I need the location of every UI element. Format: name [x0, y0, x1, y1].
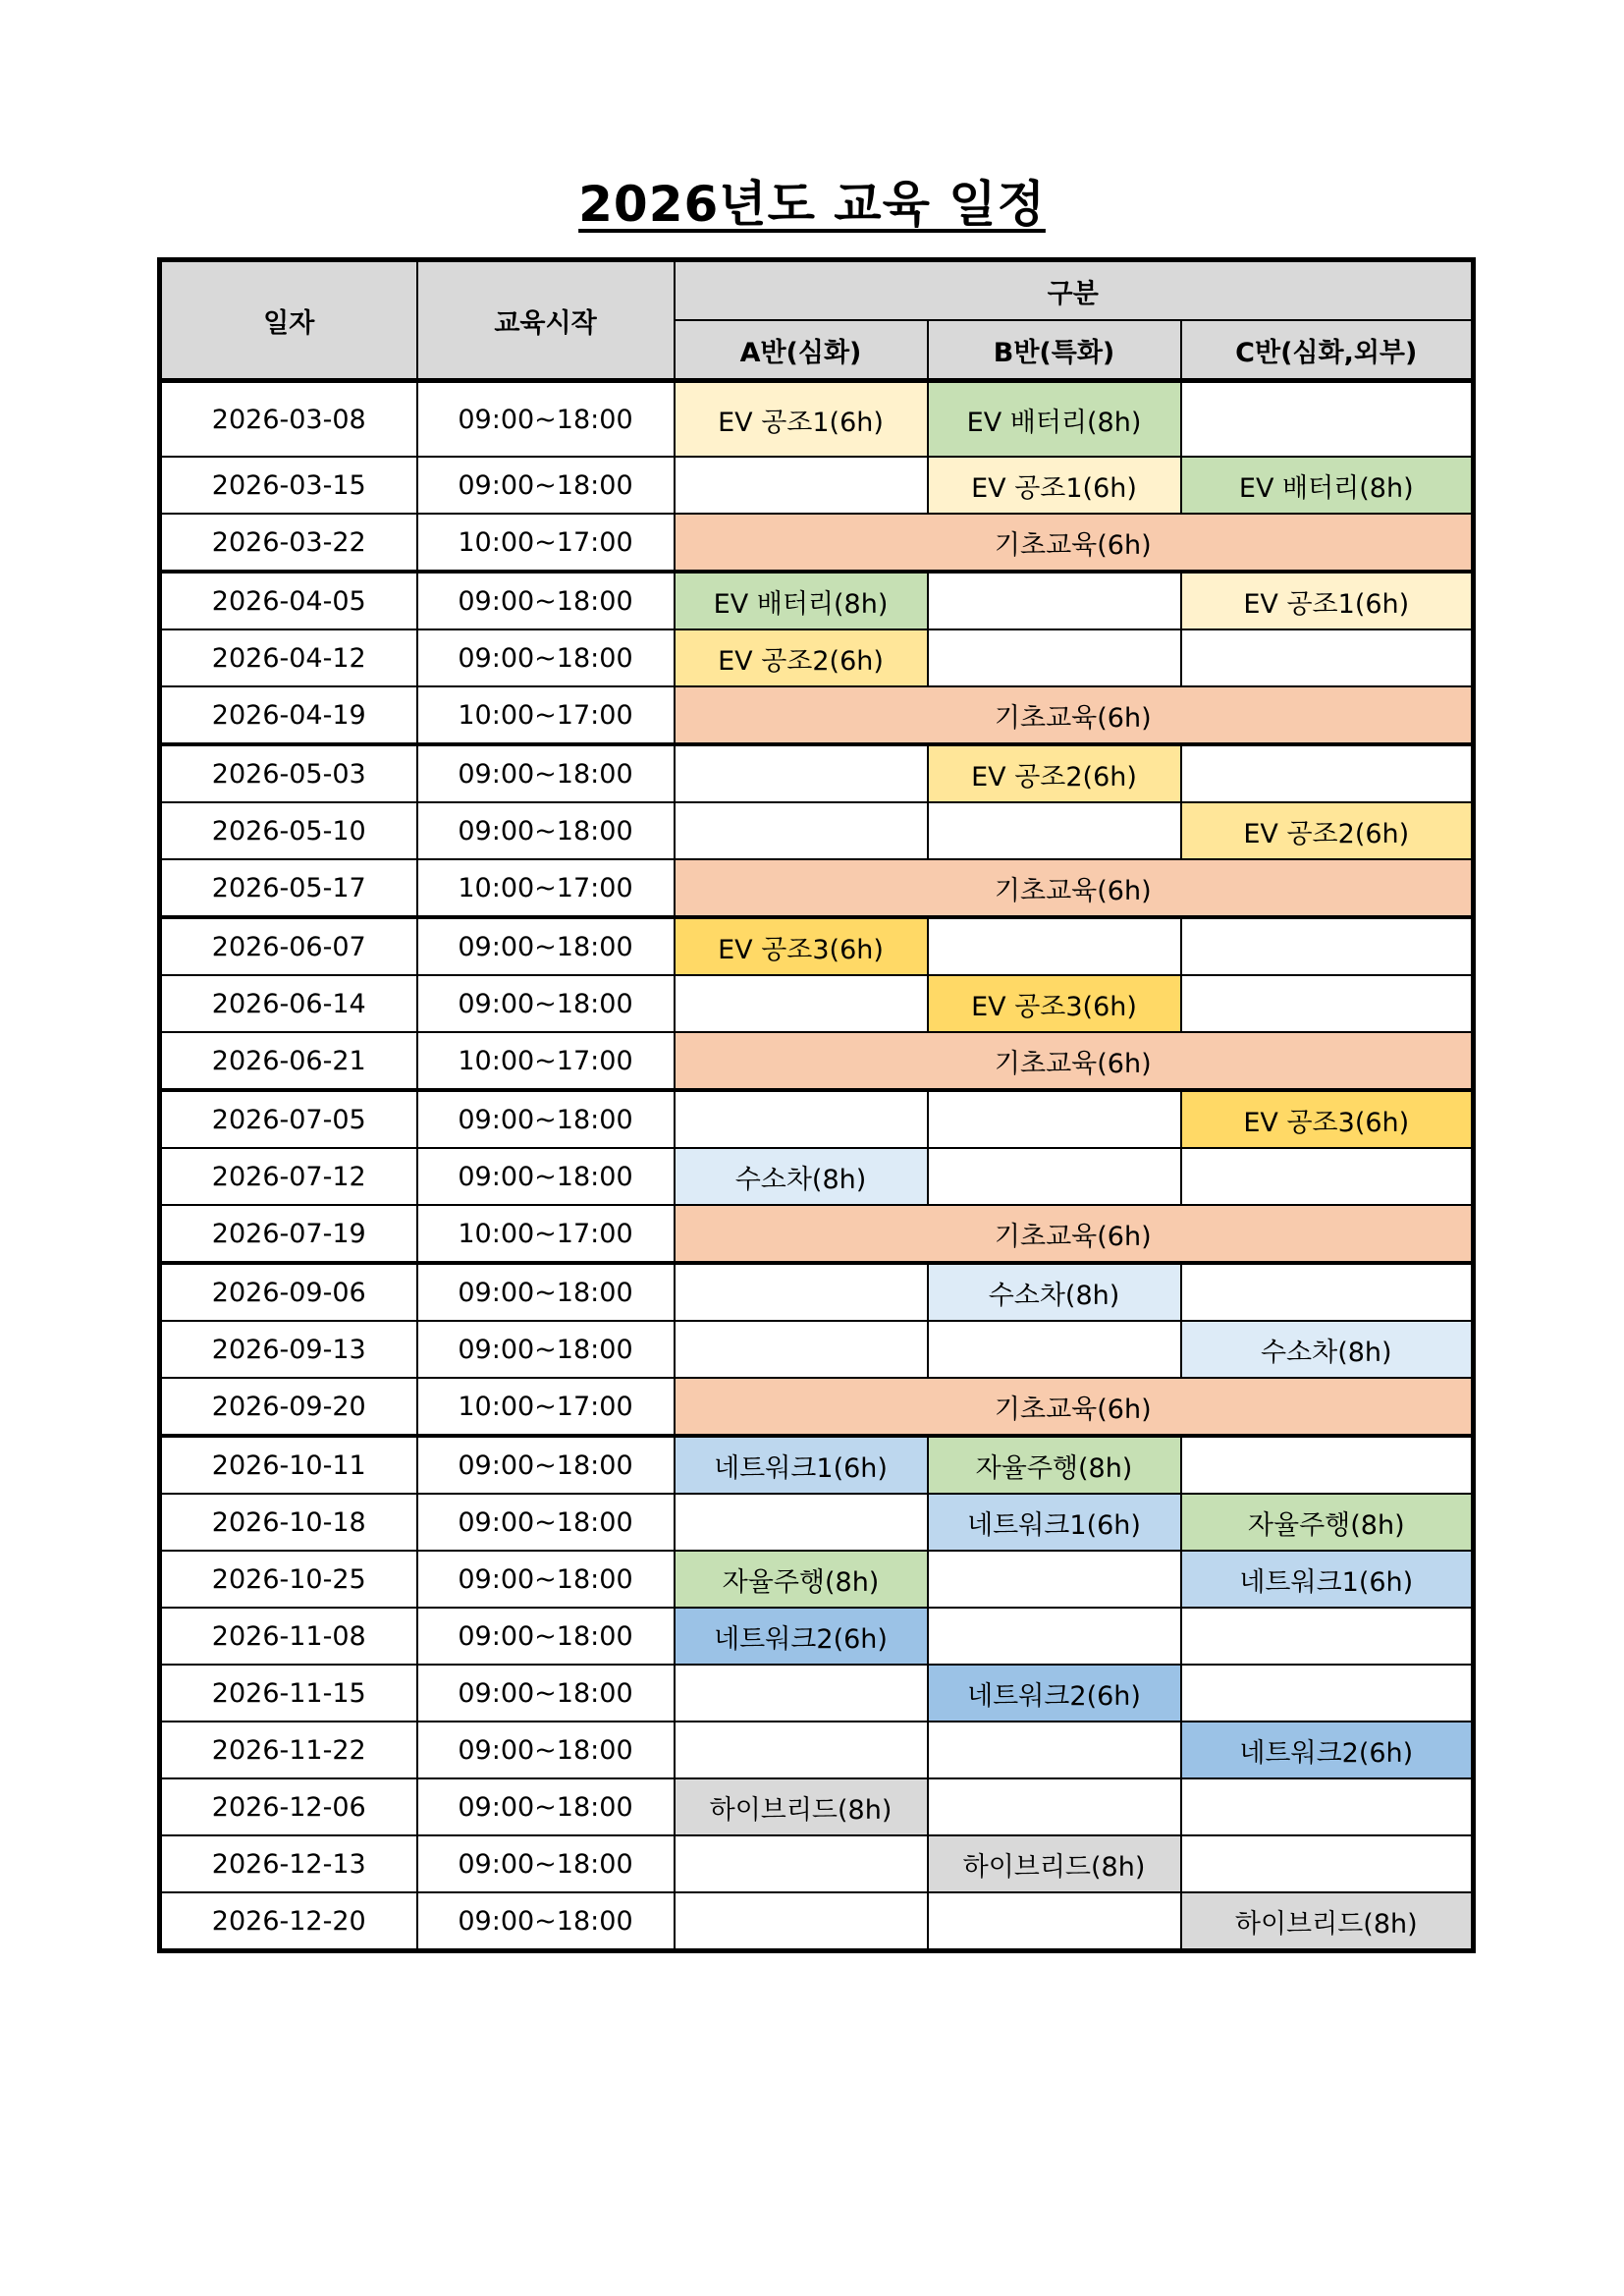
table-row: [160, 1892, 1474, 1951]
class-b-cell: 네트워크1(6h): [928, 1494, 1181, 1551]
class-a-cell: [675, 1263, 928, 1321]
class-a-cell: [675, 1494, 928, 1551]
class-c-cell: [1181, 1835, 1474, 1892]
class-c-cell: 수소차(8h): [1181, 1321, 1474, 1378]
class-b-cell: [928, 1321, 1181, 1378]
table-row: [160, 1436, 1474, 1494]
time-cell: 09:00~18:00: [417, 1436, 675, 1494]
date-cell: 2026-05-17: [160, 859, 417, 917]
date-cell: 2026-10-18: [160, 1494, 417, 1551]
date-cell: 2026-09-13: [160, 1321, 417, 1378]
basic-training-cell: 기초교육(6h): [675, 1205, 1474, 1263]
class-a-cell: 자율주행(8h): [675, 1551, 928, 1608]
class-b-cell: EV 배터리(8h): [928, 381, 1181, 458]
time-cell: 09:00~18:00: [417, 1835, 675, 1892]
table-row: [160, 457, 1474, 514]
table-row: [160, 1205, 1474, 1263]
class-a-cell: [675, 1665, 928, 1722]
date-cell: 2026-04-12: [160, 629, 417, 686]
class-c-cell: [1181, 975, 1474, 1032]
class-a-cell: 네트워크1(6h): [675, 1436, 928, 1494]
time-cell: 09:00~18:00: [417, 1148, 675, 1205]
basic-training-cell: 기초교육(6h): [675, 1032, 1474, 1090]
date-cell: 2026-09-06: [160, 1263, 417, 1321]
header-class-a: A반(심화): [675, 320, 928, 381]
class-c-cell: [1181, 1665, 1474, 1722]
class-c-cell: EV 공조3(6h): [1181, 1090, 1474, 1148]
time-cell: 09:00~18:00: [417, 381, 675, 458]
class-a-cell: 하이브리드(8h): [675, 1778, 928, 1835]
class-a-cell: EV 공조1(6h): [675, 381, 928, 458]
class-c-cell: [1181, 1436, 1474, 1494]
table-row: [160, 1378, 1474, 1436]
class-c-cell: [1181, 1263, 1474, 1321]
class-b-cell: 수소차(8h): [928, 1263, 1181, 1321]
date-cell: 2026-04-05: [160, 572, 417, 629]
date-cell: 2026-03-22: [160, 514, 417, 572]
time-cell: 09:00~18:00: [417, 629, 675, 686]
date-cell: 2026-03-15: [160, 457, 417, 514]
table-row: [160, 1665, 1474, 1722]
class-a-cell: [675, 1892, 928, 1951]
table-row: [160, 1321, 1474, 1378]
date-cell: 2026-07-19: [160, 1205, 417, 1263]
class-b-cell: [928, 629, 1181, 686]
date-cell: 2026-11-22: [160, 1722, 417, 1778]
time-cell: 09:00~18:00: [417, 1551, 675, 1608]
table-row: [160, 1608, 1474, 1665]
table-row: [160, 514, 1474, 572]
header-date: 일자: [160, 260, 417, 381]
class-b-cell: [928, 802, 1181, 859]
class-b-cell: [928, 1148, 1181, 1205]
class-a-cell: [675, 457, 928, 514]
class-c-cell: 하이브리드(8h): [1181, 1892, 1474, 1951]
class-b-cell: 자율주행(8h): [928, 1436, 1181, 1494]
date-cell: 2026-03-08: [160, 381, 417, 458]
table-row: [160, 1778, 1474, 1835]
time-cell: 10:00~17:00: [417, 1205, 675, 1263]
time-cell: 10:00~17:00: [417, 686, 675, 744]
table-row: [160, 1494, 1474, 1551]
class-a-cell: EV 공조2(6h): [675, 629, 928, 686]
class-a-cell: [675, 1722, 928, 1778]
date-cell: 2026-10-25: [160, 1551, 417, 1608]
class-c-cell: [1181, 1778, 1474, 1835]
basic-training-cell: 기초교육(6h): [675, 859, 1474, 917]
date-cell: 2026-11-15: [160, 1665, 417, 1722]
class-b-cell: 하이브리드(8h): [928, 1835, 1181, 1892]
header-class-b: B반(특화): [928, 320, 1181, 381]
time-cell: 09:00~18:00: [417, 1090, 675, 1148]
date-cell: 2026-05-10: [160, 802, 417, 859]
class-b-cell: EV 공조3(6h): [928, 975, 1181, 1032]
schedule-table: [157, 257, 1476, 1953]
table-row: [160, 1148, 1474, 1205]
date-cell: 2026-12-20: [160, 1892, 417, 1951]
table-row: [160, 1263, 1474, 1321]
basic-training-cell: 기초교육(6h): [675, 514, 1474, 572]
class-b-cell: EV 공조1(6h): [928, 457, 1181, 514]
class-c-cell: 자율주행(8h): [1181, 1494, 1474, 1551]
table-row: [160, 686, 1474, 744]
time-cell: 10:00~17:00: [417, 514, 675, 572]
class-b-cell: [928, 1722, 1181, 1778]
class-b-cell: [928, 1551, 1181, 1608]
page-title: 2026년도 교육 일정: [578, 176, 1046, 233]
date-cell: 2026-06-07: [160, 917, 417, 975]
time-cell: 09:00~18:00: [417, 744, 675, 802]
time-cell: 09:00~18:00: [417, 1321, 675, 1378]
time-cell: 09:00~18:00: [417, 917, 675, 975]
time-cell: 09:00~18:00: [417, 1608, 675, 1665]
table-row: [160, 1835, 1474, 1892]
class-b-cell: [928, 1608, 1181, 1665]
table-row: [160, 381, 1474, 458]
basic-training-cell: 기초교육(6h): [675, 686, 1474, 744]
date-cell: 2026-10-11: [160, 1436, 417, 1494]
date-cell: 2026-06-21: [160, 1032, 417, 1090]
table-row: [160, 572, 1474, 629]
time-cell: 09:00~18:00: [417, 457, 675, 514]
class-a-cell: 네트워크2(6h): [675, 1608, 928, 1665]
table-row: [160, 1032, 1474, 1090]
class-c-cell: [1181, 1608, 1474, 1665]
header-group: 구분: [675, 260, 1474, 321]
class-a-cell: EV 공조3(6h): [675, 917, 928, 975]
time-cell: 10:00~17:00: [417, 859, 675, 917]
table-row: [160, 1551, 1474, 1608]
date-cell: 2026-07-05: [160, 1090, 417, 1148]
time-cell: 10:00~17:00: [417, 1378, 675, 1436]
table-row: [160, 1090, 1474, 1148]
class-b-cell: [928, 917, 1181, 975]
table-row: [160, 744, 1474, 802]
time-cell: 09:00~18:00: [417, 1494, 675, 1551]
class-c-cell: [1181, 629, 1474, 686]
header-class-c: C반(심화,외부): [1181, 320, 1474, 381]
date-cell: 2026-12-06: [160, 1778, 417, 1835]
class-b-cell: [928, 1778, 1181, 1835]
class-c-cell: [1181, 744, 1474, 802]
date-cell: 2026-09-20: [160, 1378, 417, 1436]
class-b-cell: [928, 1892, 1181, 1951]
time-cell: 09:00~18:00: [417, 1778, 675, 1835]
class-c-cell: [1181, 381, 1474, 458]
table-body: [160, 381, 1474, 1951]
class-c-cell: EV 배터리(8h): [1181, 457, 1474, 514]
class-c-cell: 네트워크2(6h): [1181, 1722, 1474, 1778]
class-a-cell: [675, 1090, 928, 1148]
class-c-cell: EV 공조1(6h): [1181, 572, 1474, 629]
time-cell: 09:00~18:00: [417, 1263, 675, 1321]
table-row: [160, 1722, 1474, 1778]
time-cell: 09:00~18:00: [417, 1892, 675, 1951]
class-a-cell: [675, 744, 928, 802]
class-b-cell: 네트워크2(6h): [928, 1665, 1181, 1722]
class-c-cell: [1181, 1148, 1474, 1205]
header-time: 교육시작: [417, 260, 675, 381]
class-b-cell: [928, 572, 1181, 629]
class-a-cell: [675, 802, 928, 859]
class-a-cell: [675, 1835, 928, 1892]
table-row: [160, 802, 1474, 859]
date-cell: 2026-05-03: [160, 744, 417, 802]
date-cell: 2026-12-13: [160, 1835, 417, 1892]
date-cell: 2026-04-19: [160, 686, 417, 744]
table-row: [160, 629, 1474, 686]
time-cell: 10:00~17:00: [417, 1032, 675, 1090]
date-cell: 2026-11-08: [160, 1608, 417, 1665]
date-cell: 2026-07-12: [160, 1148, 417, 1205]
time-cell: 09:00~18:00: [417, 1722, 675, 1778]
time-cell: 09:00~18:00: [417, 975, 675, 1032]
class-c-cell: 네트워크1(6h): [1181, 1551, 1474, 1608]
class-a-cell: 수소차(8h): [675, 1148, 928, 1205]
time-cell: 09:00~18:00: [417, 1665, 675, 1722]
time-cell: 09:00~18:00: [417, 572, 675, 629]
date-cell: 2026-06-14: [160, 975, 417, 1032]
table-header: [160, 260, 1474, 381]
basic-training-cell: 기초교육(6h): [675, 1378, 1474, 1436]
class-a-cell: [675, 1321, 928, 1378]
time-cell: 09:00~18:00: [417, 802, 675, 859]
class-a-cell: EV 배터리(8h): [675, 572, 928, 629]
class-c-cell: [1181, 917, 1474, 975]
table-row: [160, 917, 1474, 975]
table-row: [160, 975, 1474, 1032]
class-b-cell: EV 공조2(6h): [928, 744, 1181, 802]
table-row: [160, 859, 1474, 917]
class-c-cell: EV 공조2(6h): [1181, 802, 1474, 859]
class-a-cell: [675, 975, 928, 1032]
class-b-cell: [928, 1090, 1181, 1148]
